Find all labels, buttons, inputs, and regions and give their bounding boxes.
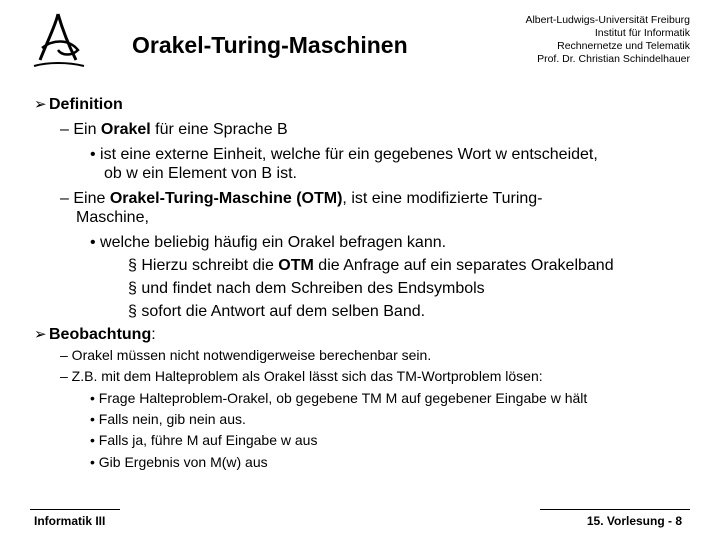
text: – Ein [60,121,101,138]
slide-number: 15. Vorlesung - 8 [586,514,682,528]
term-otm: Orakel-Turing-Maschine (OTM) [109,190,343,207]
text: für eine Sprache B [150,121,288,138]
university-logo-icon [28,10,88,70]
text: – Eine [60,190,110,207]
term-otm: OTM [278,257,314,274]
observation-heading: Beobachtung [49,326,152,343]
observation-bullet: • Gib Ergebnis von M(w) aus [90,454,268,470]
definition-item [60,189,543,209]
text: die Anfrage auf ein separates Orakelband [313,257,614,274]
footer-divider [540,509,690,510]
term-orakel: Orakel [100,121,151,138]
definition-heading-line [34,95,123,115]
definition-bullet-cont: ob w ein Element von B ist. [104,165,297,182]
definition-bullet: • ist eine externe Einheit, welche für ein gegebenes Wort w entscheidet, [90,146,598,163]
observation-bullet: • Falls ja, führe M auf Eingabe w aus [90,432,318,448]
observation-heading-line [34,325,156,345]
institution-line: Prof. Dr. Christian Schindelhauer [537,53,690,65]
course-name: Informatik III [34,514,106,528]
institution-line: Albert-Ludwigs-Universität Freiburg [525,14,690,26]
definition-heading: Definition [49,96,123,113]
text: , ist eine modifizierte Turing- [342,190,543,207]
definition-bullet: • welche beliebig häufig ein Orakel befragen kann. [90,234,447,251]
text: : [151,326,156,343]
observation-bullet: • Falls nein, gib nein aus. [90,411,246,427]
page-title: Orakel-Turing-Maschinen [132,32,408,58]
arrow-bullet-icon: ➢ [34,96,47,113]
text: § Hierzu schreibt die [128,257,279,274]
observation-item: – Orakel müssen nicht notwendigerweise berechenbar sein. [60,347,432,363]
observation-bullet: • Frage Halteproblem-Orakel, ob gegebene TM M auf gegebener Eingabe w hält [90,390,588,406]
definition-item [60,120,288,140]
institution-line: Rechnernetze und Telematik [557,40,690,52]
sub-bullet: § sofort die Antwort auf dem selben Band. [128,303,426,320]
sub-bullet: § und findet nach dem Schreiben des Endsymbols [128,280,485,297]
institution-info [450,14,690,66]
definition-item-cont: Maschine, [76,209,149,226]
arrow-bullet-icon: ➢ [34,326,47,343]
institution-line: Institut für Informatik [594,27,690,39]
footer-divider [30,509,120,510]
observation-item: – Z.B. mit dem Halteproblem als Orakel lässt sich das TM-Wortproblem lösen: [60,368,543,384]
sub-bullet [128,256,614,276]
